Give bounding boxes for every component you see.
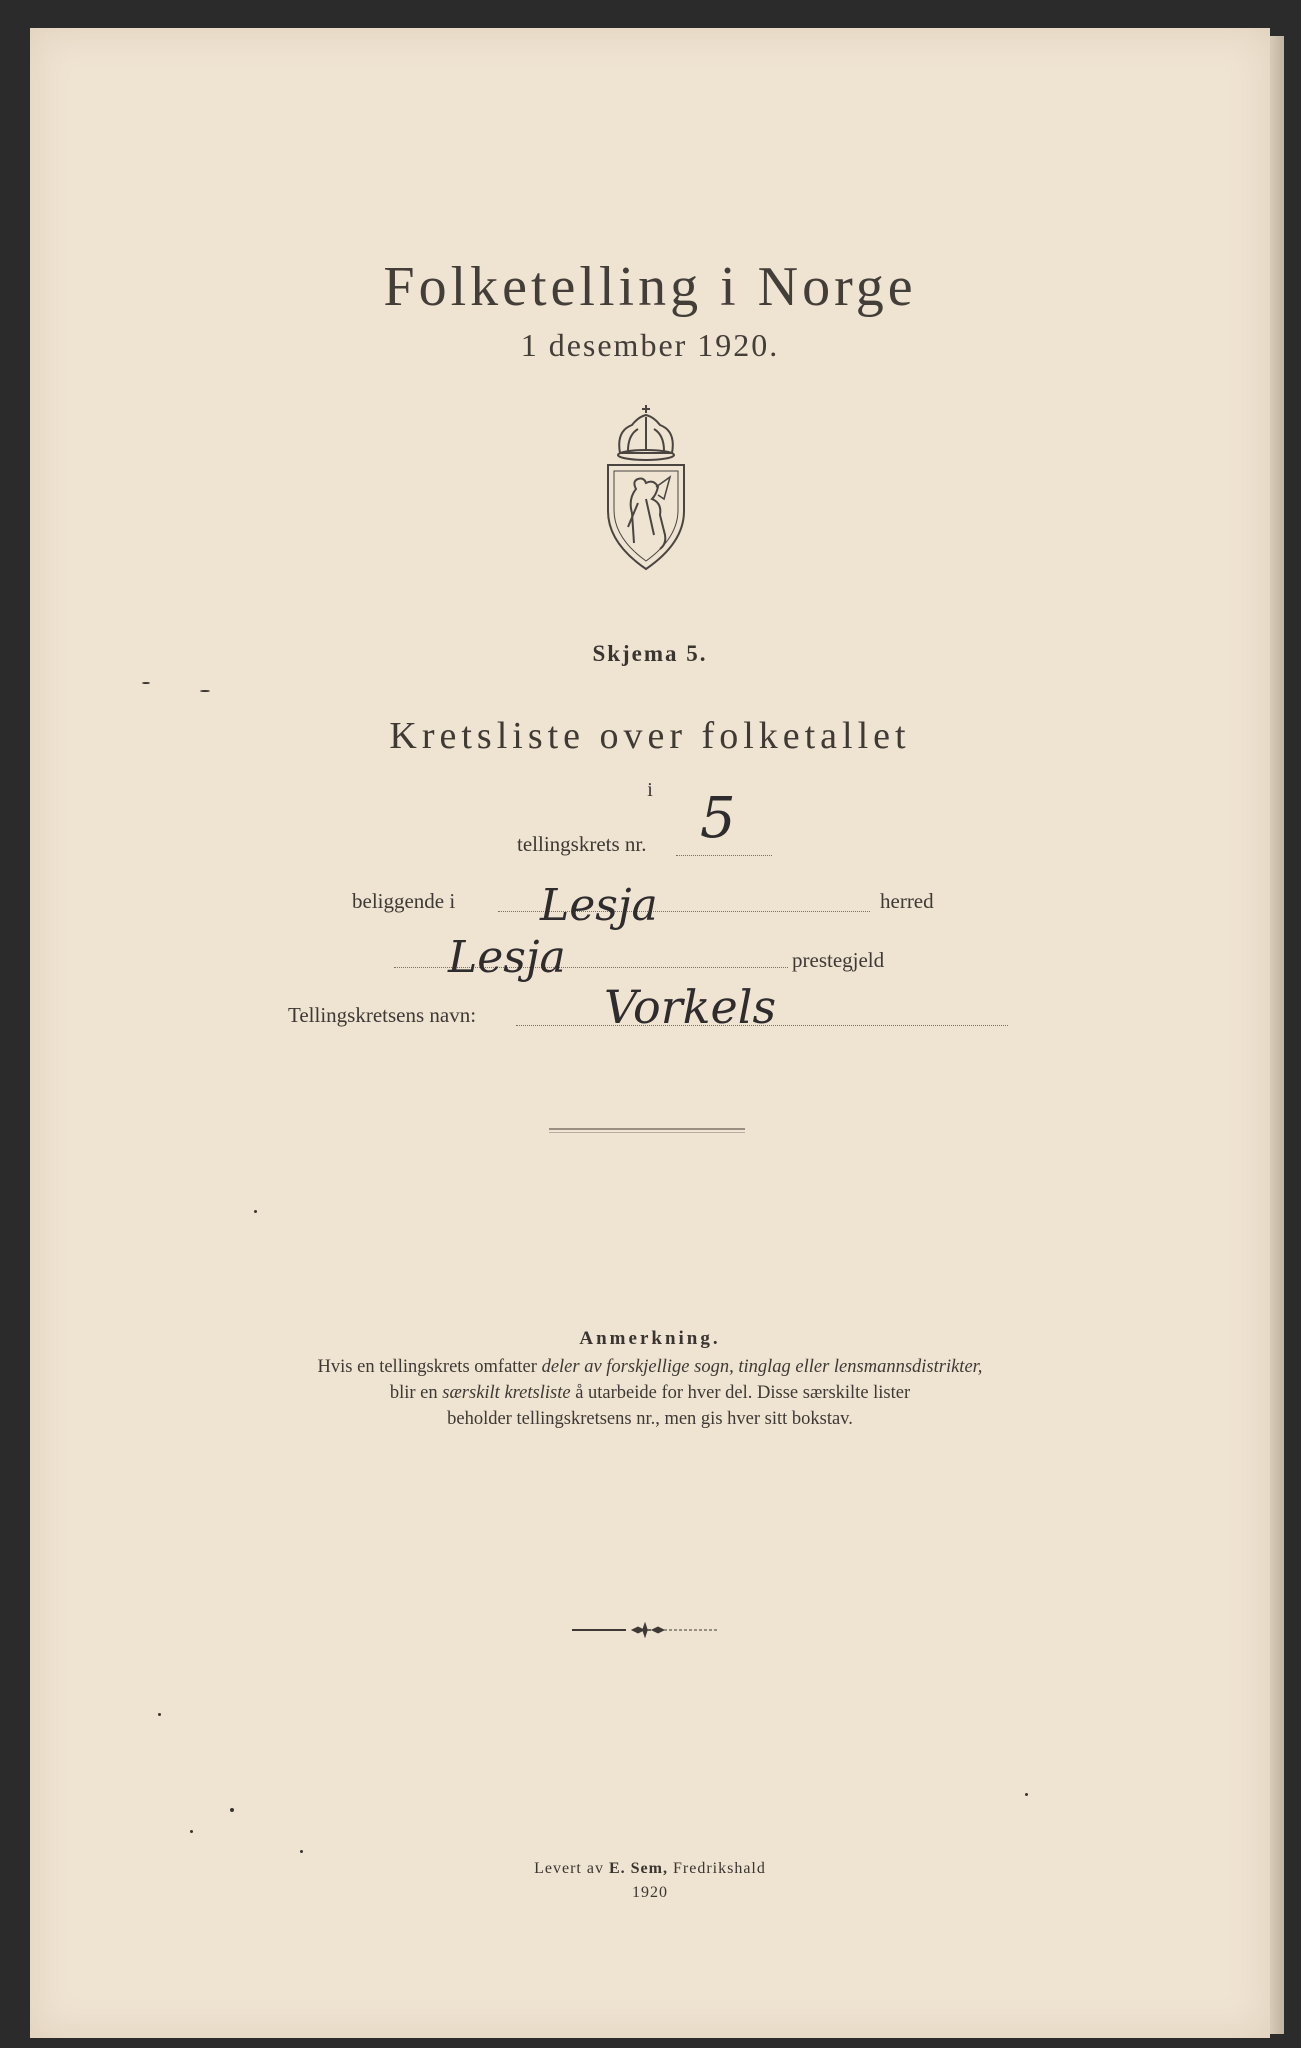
form-heading: Kretsliste over folketallet [389,715,911,757]
herred-suffix-label: herred [880,889,934,913]
note-line-3: beholder tellingskretsens nr., men gis hver sitt bokstav. [447,1409,853,1429]
note-line-2: blir en særskilt kretsliste å utarbeide for hver del. Disse særskilte lister [389,1383,911,1403]
krets-name-label: Tellingskretsens navn: [288,1003,477,1027]
ink-speck [190,1830,193,1833]
connector-word: i [647,779,653,801]
schema-number: Skjema 5. [592,641,708,666]
krets-number-value[interactable]: 5 [700,786,736,851]
ink-speck [158,1713,161,1716]
norwegian-coat-of-arms-icon [598,403,694,573]
ink-speck [1025,1793,1028,1796]
prestegjeld-suffix-label: prestegjeld [792,948,885,972]
ink-speck [230,1808,234,1812]
printer-year: 1920 [632,1884,668,1901]
ink-speck [142,682,150,684]
ink-speck [200,690,210,692]
page-title: Folketelling i Norge [383,256,917,318]
ink-speck [300,1850,303,1853]
krets-name-value[interactable]: Vorkels [604,980,777,1034]
herred-prefix-label: beliggende i [352,889,456,913]
ornament-divider-icon [570,1622,720,1638]
note-line-1: Hvis en tellingskrets omfatter deler av forskjellige sogn, tinglag eller lensmannsdistrikter, [317,1357,983,1377]
ink-speck [254,1210,257,1213]
prestegjeld-value[interactable]: Lesja [448,932,566,983]
note-title: Anmerkning. [579,1328,721,1349]
herred-value[interactable]: Lesja [540,880,658,931]
section-divider [549,1128,745,1133]
census-date: 1 desember 1920. [520,327,780,363]
printer-imprint: Levert av E. Sem, Fredrikshald [534,1860,766,1877]
krets-number-label: tellingskrets nr. [517,832,647,856]
krets-number-line [676,855,772,856]
